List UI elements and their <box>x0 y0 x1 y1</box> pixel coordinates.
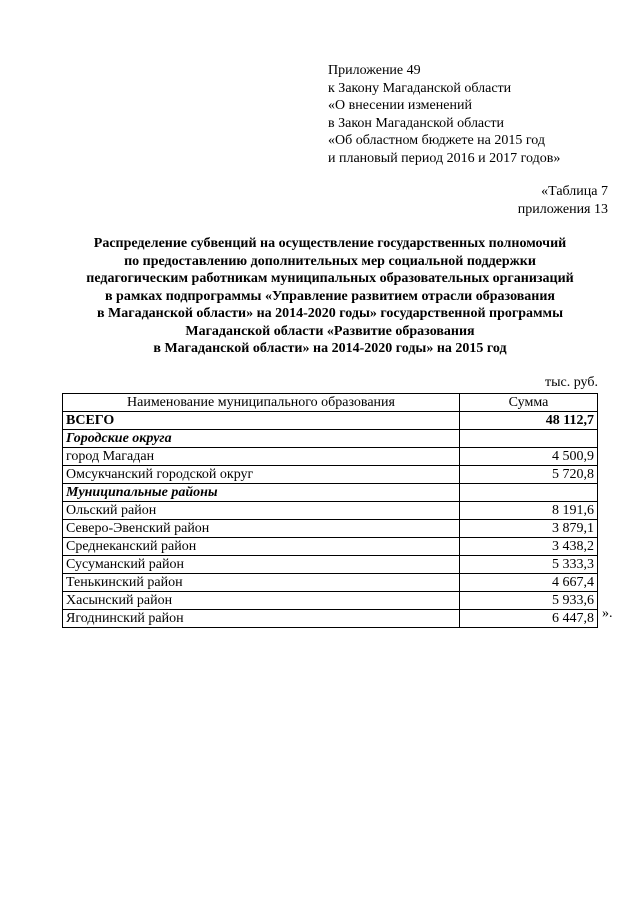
appendix-line: к Закону Магаданской области <box>328 80 512 96</box>
subsidy-table <box>62 393 598 628</box>
title-line: в Магаданской области» на 2014-2020 годы» государственной программы <box>96 306 564 321</box>
appendix-line: Приложение 49 <box>328 63 421 78</box>
appendix-header <box>328 62 560 167</box>
group-row-municipal-districts <box>63 484 598 502</box>
title-line: педагогическим работникам муниципальных образовательных организаций <box>86 271 574 286</box>
group-label: Городские округа <box>63 430 460 448</box>
total-sum: 48 112,7 <box>460 412 598 430</box>
appendix-line: «Об областном бюджете на 2015 год <box>328 133 545 148</box>
group-sum-empty <box>460 430 598 448</box>
table-row <box>63 520 598 538</box>
appendix-line: в Закон Магаданской области <box>328 115 504 131</box>
table-row <box>63 574 598 592</box>
municipality-name: Северо-Эвенский район <box>63 520 460 538</box>
municipality-name: Тенькинский район <box>63 574 460 592</box>
group-sum-empty <box>460 484 598 502</box>
group-row-city-districts <box>63 430 598 448</box>
municipality-sum: 5 720,8 <box>460 466 598 484</box>
title-line: Распределение субвенций на осуществление государственных полномочий <box>93 236 567 251</box>
column-header-sum: Сумма <box>460 394 598 412</box>
municipality-name: Среднеканский район <box>63 538 460 556</box>
municipality-sum: 6 447,8 <box>460 610 598 628</box>
table-row <box>63 556 598 574</box>
units-label: тыс. руб. <box>545 375 598 390</box>
table-reference-line: приложения 13 <box>517 201 608 217</box>
municipality-name: Ягоднинский район <box>63 610 460 628</box>
table-row <box>63 592 598 610</box>
municipality-sum: 3 438,2 <box>460 538 598 556</box>
municipality-name: Ольский район <box>63 502 460 520</box>
appendix-line: и плановый период 2016 и 2017 годов» <box>328 150 561 166</box>
municipality-name: Хасынский район <box>63 592 460 610</box>
group-label: Муниципальные районы <box>63 484 460 502</box>
total-label: ВСЕГО <box>63 412 460 430</box>
municipality-sum: 8 191,6 <box>460 502 598 520</box>
title-line: Магаданской области «Развитие образования <box>185 323 475 339</box>
closing-quote-mark: ». <box>602 606 613 621</box>
table-row <box>63 538 598 556</box>
municipality-name: город Магадан <box>63 448 460 466</box>
document-title <box>60 235 600 358</box>
municipality-name: Сусуманский район <box>63 556 460 574</box>
table-row <box>63 466 598 484</box>
title-line: в Магаданской области» на 2014-2020 годы» на 2015 год <box>153 341 507 356</box>
table-row <box>63 610 598 628</box>
column-header-name: Наименование муниципального образования <box>63 394 460 412</box>
municipality-sum: 5 333,3 <box>460 556 598 574</box>
municipality-sum: 4 500,9 <box>460 448 598 466</box>
title-line: по предоставлению дополнительных мер социальной поддержки <box>124 253 536 269</box>
table-row <box>63 448 598 466</box>
table-header-row <box>63 394 598 412</box>
municipality-sum: 5 933,6 <box>460 592 598 610</box>
table-row <box>63 502 598 520</box>
municipality-name: Омсукчанский городской округ <box>63 466 460 484</box>
total-row <box>63 412 598 430</box>
municipality-sum: 3 879,1 <box>460 520 598 538</box>
title-line: в рамках подпрограммы «Управление развитием отрасли образования <box>104 288 556 304</box>
table-reference <box>518 183 608 218</box>
appendix-line: «О внесении изменений <box>328 98 472 113</box>
table-reference-line: «Таблица 7 <box>541 184 608 199</box>
municipality-sum: 4 667,4 <box>460 574 598 592</box>
